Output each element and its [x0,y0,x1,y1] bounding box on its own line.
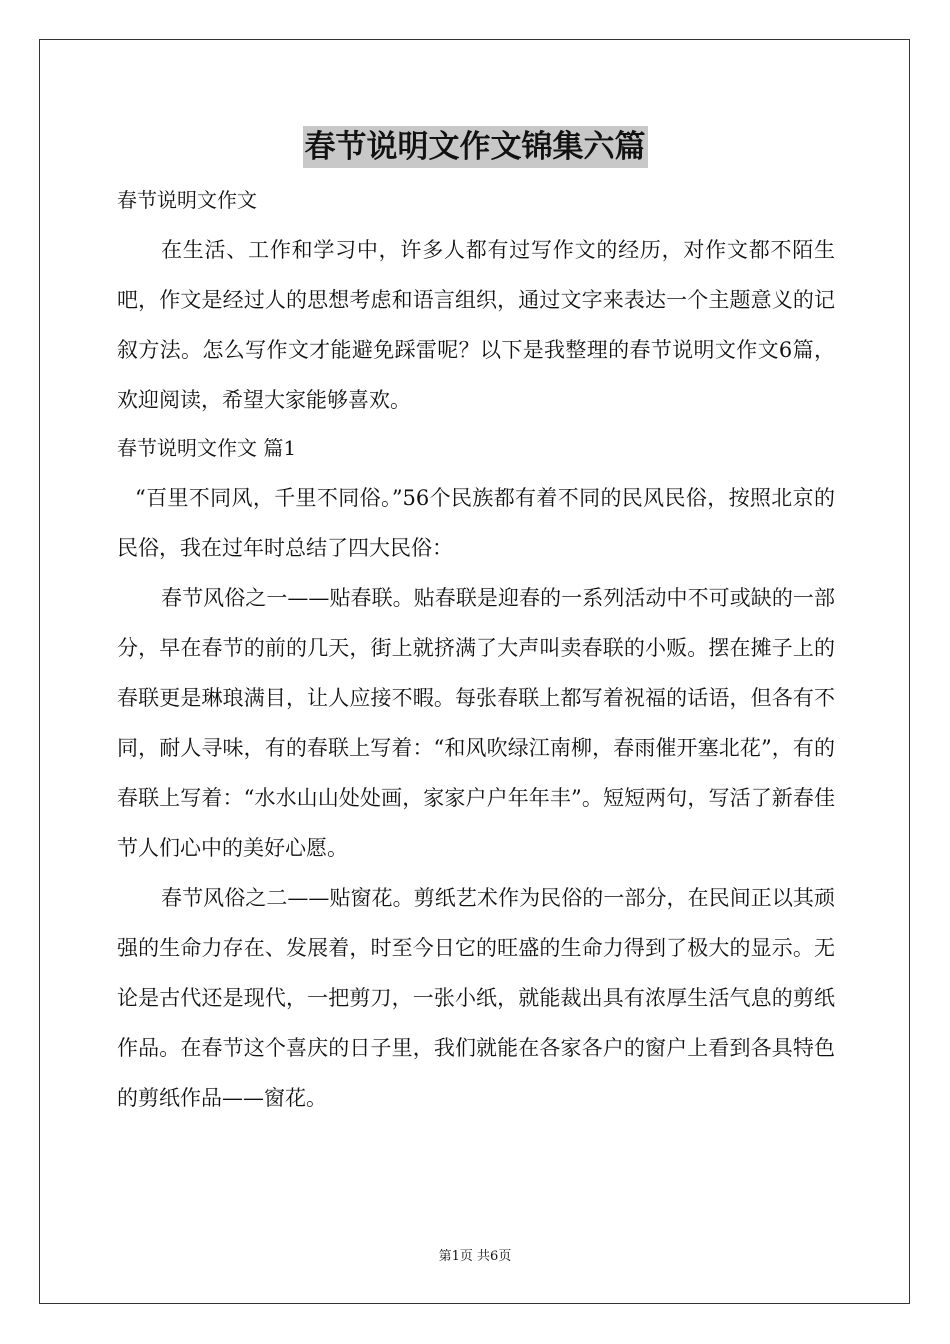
document-title: 春节说明文作文锦集六篇 [303,126,648,168]
section1-paragraph-1: “百里不同风，千里不同俗。”56个民族都有着不同的民风民俗，按照北京的民俗，我在过年时总结了四大民俗： [117,486,835,560]
section1-heading: 春节说明文作文 篇1 [117,436,297,460]
intro-paragraph: 在生活、工作和学习中，许多人都有过写作文的经历，对作文都不陌生吧，作文是经过人的思想考虑和语言组织，通过文字来表达一个主题意义的记叙方法。怎么写作文才能避免踩雷呢？以下是我整理的春节说明文作文6篇，欢迎阅读，希望大家能够喜欢。 [117,238,835,412]
page-footer: 第1页 共6页 [438,1249,512,1264]
document-body [117,181,835,1123]
section1-paragraph-2: 春节风俗之一——贴春联。贴春联是迎春的一系列活动中不可或缺的一部分，早在春节的前的几天，街上就挤满了大声叫卖春联的小贩。摆在摊子上的春联更是琳琅满目，让人应接不暇。每张春联上都写着祝福的话语，但各有不同，耐人寻味，有的春联上写着：“和风吹绿江南柳，春雨催开塞北花”，有的春联上写着：“水水山山处处画，家家户户年年丰”。短短两句，写活了新春佳节人们心中的美好心愿。 [117,586,835,860]
title-container [0,126,950,168]
section1-paragraph-3: 春节风俗之二——贴窗花。剪纸艺术作为民俗的一部分，在民间正以其顽强的生命力存在、发展着，时至今日它的旺盛的生命力得到了极大的显示。无论是古代还是现代，一把剪刀，一张小纸，就能裁出具有浓厚生活气息的剪纸作品。在春节这个喜庆的日子里，我们就能在各家各户的窗户上看到各具特色的剪纸作品——窗花。 [117,886,835,1110]
intro-heading: 春节说明文作文 [117,188,257,212]
